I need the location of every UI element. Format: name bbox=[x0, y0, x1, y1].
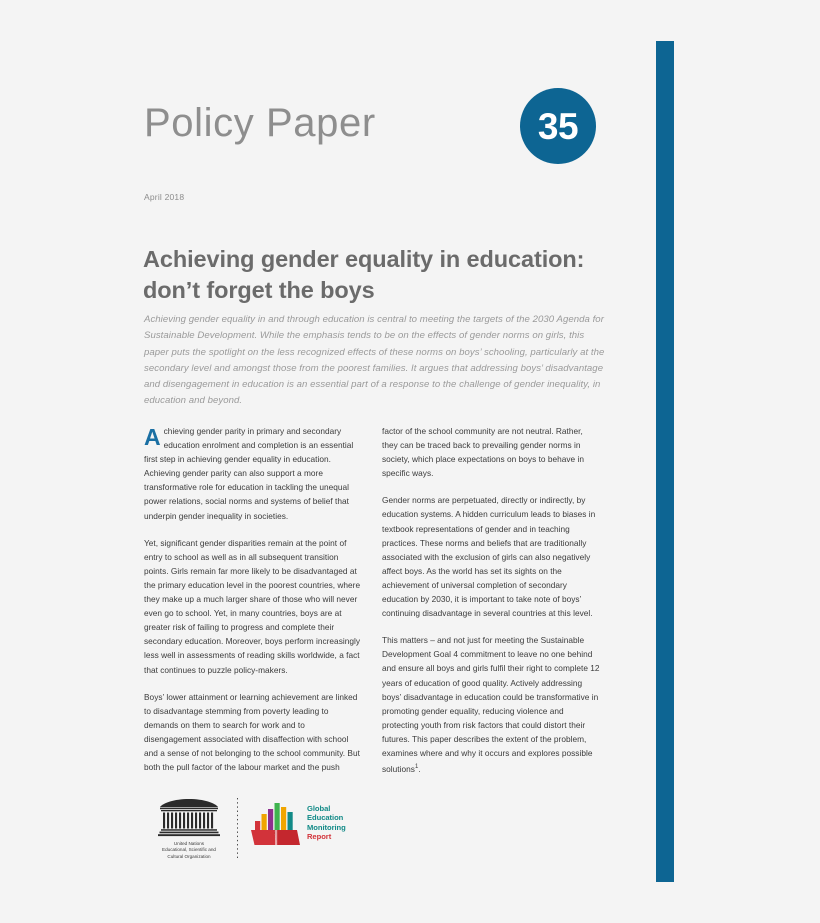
masthead bbox=[140, 88, 610, 166]
page-title: Achieving gender equality in education: don’t forget the boys bbox=[143, 245, 585, 303]
gem-line-monitoring: Monitoring bbox=[307, 822, 346, 832]
unesco-caption-line-1: United Nations bbox=[173, 841, 205, 846]
footer-logos bbox=[158, 798, 478, 860]
publication-date: April 2018 bbox=[144, 192, 185, 202]
body-paragraph: Achieving gender parity in primary and secondary education enrolment and completion is an essential first step in achieving gender equality in education. Achieving gender parity can also support a more transformative role for education in tackling the unequal power relations, social norms and systems of belief that underpin gender inequality in societies. bbox=[144, 424, 354, 521]
unesco-caption-line-3: Cultural Organization bbox=[167, 853, 211, 859]
unesco-caption-line-2: Educational, Scientific and bbox=[162, 847, 216, 853]
body-paragraph: Boys’ lower attainment or learning achievement are linked to disadvantage stemming from poverty leading to demands on them to search for work and to disengagement associated with disaffection with school and a sense of not belonging to the school community. But both the pull factor of the labour market and the push bbox=[144, 691, 360, 773]
body-paragraph: factor of the school community are not neutral. Rather, they can be traced back to prevailing gender norms in society, which place expectations on boys to behave in specific ways. bbox=[382, 426, 585, 479]
gem-report-logo bbox=[250, 801, 346, 847]
accent-bar bbox=[656, 41, 674, 882]
issue-number-badge: 35 bbox=[520, 88, 596, 164]
body-column-left bbox=[144, 424, 362, 774]
gem-book-chart-icon bbox=[250, 801, 302, 847]
footnote-marker: 1 bbox=[414, 764, 419, 771]
unesco-caption bbox=[147, 841, 231, 860]
gem-line-education: Education bbox=[307, 813, 344, 823]
gem-line-global: Global bbox=[307, 804, 331, 813]
unesco-logo bbox=[158, 798, 220, 860]
body-paragraph-text: This matters – and not just for meeting the Sustainable Development Goal 4 commitment to leave no one behind and ensure all boys and girls fulfil their right to complete 12 years of education of good quality. Actively addressing boys’ disadvantage in education could be transformative in promoting gender equality, reducing violence and protecting youth from risk factors that could distort their futures. This paper describes the extent of the problem, examines where and why it occurs and explores possible solutions bbox=[382, 635, 600, 774]
unesco-temple-icon bbox=[158, 798, 220, 838]
body-paragraph-last: This matters – and not just for meeting the Sustainable Development Goal 4 commitment to leave no one behind and ensure all boys and girls fulfil their right to complete 12 years of education of good quality. Actively addressing boys’ disadvantage in education could be transformative in promoting gender equality, reducing violence and protecting youth from risk factors that could distort their futures. This paper describes the extent of the problem, examines where and why it occurs and explores possible solutions$^1$. bbox=[382, 635, 600, 774]
gem-line-report: Report bbox=[307, 832, 332, 842]
body-column-right bbox=[382, 424, 600, 776]
body-paragraph: Gender norms are perpetuated, directly or indirectly, by education systems. A hidden curriculum leads to biases in textbook representations of gender and in teaching practices. These norms and beliefs that are traditionally associated with the exclusion of girls can also negatively affect boys. As the world has set its sights on the achievement of universal completion of secondary education by 2030, it is important to take note of boys’ continuing disadvantage in several countries at this level. bbox=[382, 495, 596, 619]
series-title: Policy Paper bbox=[144, 101, 376, 145]
body-paragraph: Yet, significant gender disparities remain at the point of entry to school as well as in all subsequent transition points. Girls remain far more likely to be disadvantaged at the primary education level in the poorest countries, where they make up a much larger share of those who will never even go to school. Yet, in many countries, boys are at greater risk of failing to progress and complete their secondary education. Moreover, boys perform increasingly less well in assessments of reading skills worldwide, a fact that continues to puzzle policy-makers. bbox=[144, 537, 361, 675]
abstract: Achieving gender equality in and through education is central to meeting the targets of the 2030 Agenda for Sustainable Development. While the emphasis tends to be on the effects of gender norms on girls, this paper puts the spotlight on the less recognized effects of these norms on boys’ schooling, particularly at the secondary level and amongst those from the poorest families. It argues that addressing boys’ disadvantage and disengagement in education is an essential part of a response to the challenge of gender inequality, in education and beyond. bbox=[144, 314, 605, 407]
gem-wordmark bbox=[307, 804, 346, 842]
logo-divider bbox=[237, 798, 238, 858]
